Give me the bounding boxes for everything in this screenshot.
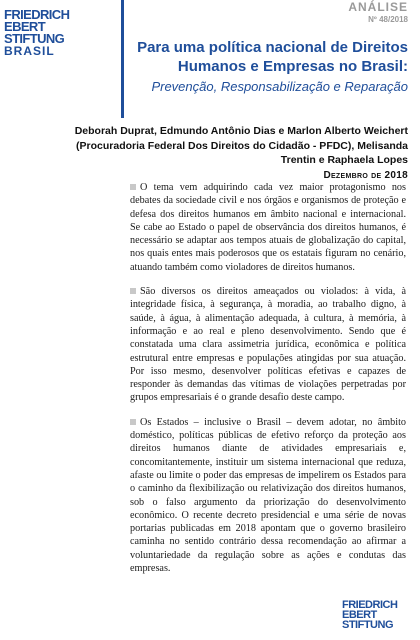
footer-logo-line-3: STIFTUNG: [342, 619, 393, 631]
logo-line-1: FRIEDRICH: [4, 7, 70, 22]
document-title: Para uma política nacional de Direitos Humanos e Empresas no Brasil:: [137, 39, 408, 75]
document-subtitle: Prevenção, Responsabilização e Reparação: [151, 79, 408, 94]
paragraph: [130, 285, 406, 405]
body-text: [130, 181, 406, 586]
paragraph-text: São diversos os direitos ameaçados ou violados: à vida, à integridade física, à segurança, à moradia, ao trabalho digno, à saúde, à água, à alimentação adequada, à cultura, à memória, à informação e ao real e pleno desenvolvimento. Sendo que é constatada uma clara assimetria jurídica, econômica e política estrutural entre empresas e populações atingidas por sua atuação. Por isso mesmo, desenvolver políticas efetivas e capazes de responder às demandas das vítimas de violações perpetradas por grupos empresariais é o grande desafio deste campo.: [130, 286, 406, 404]
square-bullet-icon: [130, 184, 136, 190]
paragraph-text: O tema vem adquirindo cada vez maior protagonismo nos debates da sociedade civil e nos órgãos e organismos de proteção e defesa dos direitos humanos em âmbito nacional e internacional. Se cabe ao Estado o papel de observância dos direitos humanos, é necessário se adaptar aos tempos atuais de globalização do capital, nos quais entes mais poderosos que os estatais figuram no cenário, atuando também como violadores de direitos humanos.: [130, 182, 406, 273]
authors: Deborah Duprat, Edmundo Antônio Dias e Marlon Alberto Weichert (Procuradoria Federal Dos Direitos do Cidadão - PFDC), Melisanda Trentin e Raphaela Lopes: [74, 125, 408, 166]
logo-line-2: EBERT: [4, 19, 46, 34]
square-bullet-icon: [130, 288, 136, 294]
fes-logo: [4, 9, 104, 58]
logo-line-3: STIFTUNG: [4, 31, 65, 46]
paragraph: [130, 181, 406, 274]
publication-date: Dezembro de 2018: [323, 170, 408, 181]
footer-logo-line-1: FRIEDRICH: [342, 599, 398, 611]
series-label: [348, 1, 408, 26]
header-divider: [121, 0, 124, 118]
fes-footer-logo: [342, 600, 412, 630]
series-number: Nº 48/2018: [368, 15, 408, 24]
title-block: [128, 38, 408, 95]
footer-logo-line-2: EBERT: [342, 609, 377, 621]
paragraph: [130, 416, 406, 576]
logo-country: BRASIL: [4, 44, 55, 58]
square-bullet-icon: [130, 419, 136, 425]
paragraph-text: Os Estados – inclusive o Brasil – devem adotar, no âmbito doméstico, políticas públicas de efetivo reforço da proteção aos direitos humanos diante de atividades empresariais e, concomitantemente, instituir um sistema internacional que reduza, afaste ou limite o poder das empresas de impelirem os Estados para o caminho da flexibilização ou relativização dos direitos humanos, sob o falso argumento da priorização do desenvolvimento econômico. O recente decreto presidencial e uma série de novas portarias publicadas em 2018 apontam que o governo brasileiro caminha no sentido contrário dessa recomendação ao afirmar a voluntariedade da regulação sobre as ações e condutas das empresas.: [130, 416, 406, 575]
series-title: ANÁLISE: [348, 0, 408, 14]
